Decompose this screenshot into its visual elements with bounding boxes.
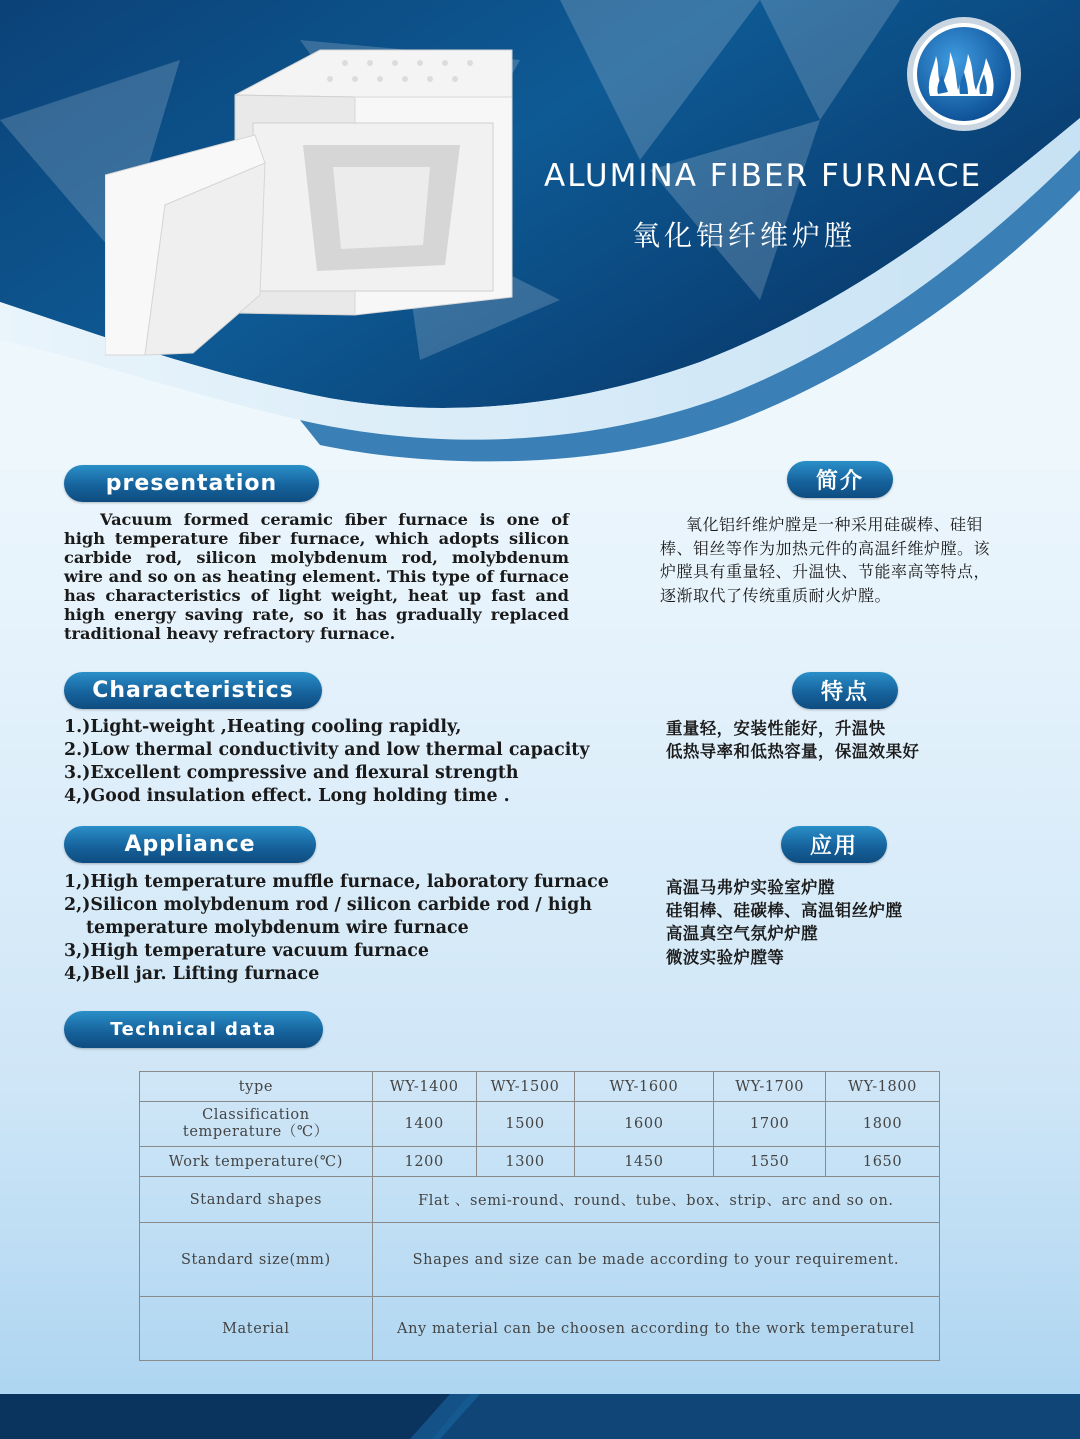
shapes-label: Standard shapes	[140, 1177, 373, 1223]
appliance-heading-cn: 应用	[781, 826, 887, 863]
title-cn: 氧化铝纤维炉膛	[632, 219, 857, 252]
class-temp-cell: 1400	[372, 1102, 476, 1147]
list-item	[64, 917, 609, 940]
list-item: 2,)Silicon molybdenum rod / silicon carbide rod / high	[64, 895, 592, 915]
table-row	[140, 1177, 940, 1223]
list-item: 3,)High temperature vacuum furnace	[64, 941, 429, 961]
list-item: 重量轻，安装性能好，升温快	[666, 719, 886, 738]
presentation-heading-cn: 简介	[787, 461, 893, 498]
work-temp-cell: 1550	[714, 1147, 826, 1177]
list-item: 微波实验炉膛等	[666, 947, 785, 967]
classification-temp-label-line1: Classification	[202, 1107, 310, 1123]
type-label: type	[140, 1072, 373, 1102]
class-temp-cell: 1600	[574, 1102, 714, 1147]
size-label: Standard size(mm)	[140, 1223, 373, 1297]
appliance-list-en	[64, 871, 609, 986]
material-value: Any material can be choosen according to the work temperaturel	[372, 1297, 939, 1361]
table-row	[140, 1147, 940, 1177]
model-cell: WY-1600	[574, 1072, 714, 1102]
characteristics-list-cn	[666, 717, 919, 763]
work-temp-cell: 1300	[476, 1147, 574, 1177]
size-value: Shapes and size can be made according to your requirement.	[372, 1223, 939, 1297]
footer-band	[0, 1394, 1080, 1439]
characteristics-list-en	[64, 716, 589, 808]
appliance-heading: Appliance	[64, 826, 316, 863]
work-temp-cell: 1200	[372, 1147, 476, 1177]
characteristics-heading: Characteristics	[64, 672, 322, 709]
table-row	[140, 1102, 940, 1147]
list-item: 硅钼棒、硅碳棒、高温钼丝炉膛	[666, 901, 903, 921]
material-label: Material	[140, 1297, 373, 1361]
list-item: 低热导率和低热容量，保温效果好	[666, 742, 920, 762]
list-item: 1.)Light-weight ,Heating cooling rapidly,	[64, 717, 462, 737]
model-cell: WY-1500	[476, 1072, 574, 1102]
model-cell: WY-1400	[372, 1072, 476, 1102]
table-row	[140, 1297, 940, 1361]
list-item-continuation: temperature molybdenum wire furnace	[86, 918, 469, 938]
classification-temp-label-line2: temperature（℃）	[182, 1124, 329, 1140]
technical-data-heading: Technical data	[64, 1011, 323, 1048]
presentation-text-cn: 氧化铝纤维炉膛是一种采用硅碳棒、硅钼棒、钼丝等作为加热元件的高温纤维炉膛。该炉膛具有重量轻、升温快、节能率高等特点，逐渐取代了传统重质耐火炉膛。	[660, 515, 991, 605]
list-item: 高温真空气氛炉炉膛	[666, 924, 819, 944]
list-item: 3.)Excellent compressive and flexural strength	[64, 763, 519, 783]
characteristics-heading-cn: 特点	[792, 672, 898, 709]
appliance-list-cn	[666, 876, 902, 969]
class-temp-cell: 1800	[826, 1102, 940, 1147]
class-temp-cell: 1500	[476, 1102, 574, 1147]
title-en: ALUMINA FIBER FURNACE	[544, 158, 983, 194]
model-cell: WY-1700	[714, 1072, 826, 1102]
ceramic-fiber-furnace-chamber-image	[105, 45, 520, 357]
work-temp-cell: 1650	[826, 1147, 940, 1177]
technical-data-table	[139, 1071, 940, 1361]
list-item: 2.)Low thermal conductivity and low thermal capacity	[64, 740, 590, 760]
list-item: 高温马弗炉实验室炉膛	[666, 878, 835, 897]
shapes-value: Flat 、semi-round、round、tube、box、strip、arc and so on.	[372, 1177, 939, 1223]
list-item: 4,)Good insulation effect. Long holding time .	[64, 786, 510, 806]
model-cell: WY-1800	[826, 1072, 940, 1102]
list-item: 1,)High temperature muffle furnace, laboratory furnace	[64, 872, 609, 892]
table-row	[140, 1223, 940, 1297]
classification-temp-label	[140, 1102, 373, 1147]
list-item: 4,)Bell jar. Lifting furnace	[64, 964, 320, 984]
flame-logo-icon	[906, 16, 1022, 132]
class-temp-cell: 1700	[714, 1102, 826, 1147]
work-temp-cell: 1450	[574, 1147, 714, 1177]
table-row	[140, 1072, 940, 1102]
presentation-heading: presentation	[64, 465, 319, 502]
work-temp-label: Work temperature(℃)	[140, 1147, 373, 1177]
presentation-text-en: Vacuum formed ceramic fiber furnace is one of high temperature fiber furnace, which adopts silicon carbide rod, silicon molybdenum rod, molybdenum wire and so on as heating element. This type of furnace has characteristics of light weight, heat up fast and high energy saving rate, so it has gradually replaced traditional heavy refractory furnace.	[64, 510, 569, 643]
